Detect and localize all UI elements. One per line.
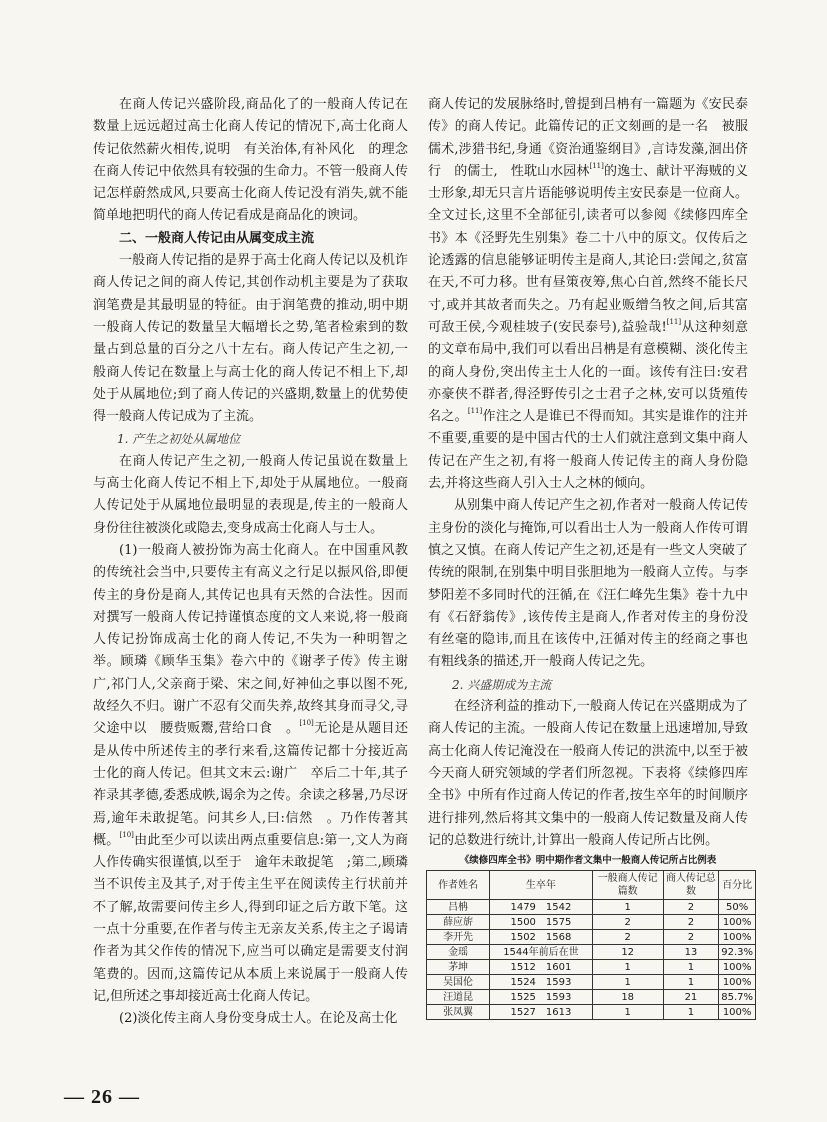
right-column	[428, 94, 753, 1020]
table-cell: 2	[592, 915, 663, 930]
table-cell: 张凤翼	[427, 1005, 490, 1020]
table-cell: 85.7%	[719, 990, 756, 1005]
table-cell: 茅坤	[427, 960, 490, 975]
table-cell: 21	[663, 990, 719, 1005]
paragraph	[428, 94, 748, 495]
citation-ref: [11]	[666, 317, 682, 326]
statistics-table	[426, 870, 756, 1020]
table-cell: 1525 1593	[490, 990, 593, 1005]
text-run: 作注之人是谁已不得而知。其实是谁作的注并不重要,重要的是中国古代的士人们就注意到文集中商人传记在产生之初,有将一般商人传记传主的商人身份隐去,并将这些商人引入士人之林的倾向。	[428, 409, 748, 492]
table-cell: 1	[663, 960, 719, 975]
column-header: 作者姓名	[427, 871, 490, 900]
table-cell: 18	[592, 990, 663, 1005]
table-cell: 1500 1575	[490, 915, 593, 930]
column-header: 一般商人传记篇数	[592, 871, 663, 900]
table-cell: 1544年前后在世	[490, 945, 593, 960]
table-cell: 1	[592, 900, 663, 915]
table-cell: 1	[663, 1005, 719, 1020]
paragraph: 一般商人传记指的是界于高士化商人传记以及机诈商人传记之间的商人传记,其创作动机主要是为了获取润笔费是其最明显的特征。由于润笔费的推动,明中期一般商人传记的数量呈大幅增长之势,笔者检索到的数量占到总量的百分之八十左右。商人传记产生之初,一般商人传记在数量上与高士化的商人传记不相上下,却处于从属地位;到了商人传记的兴盛期,数量上的优势使得一般商人传记成为了主流。	[93, 253, 408, 425]
table-cell: 92.3%	[719, 945, 756, 960]
statistics-table-block	[428, 854, 753, 1020]
paragraph: 在商人传记兴盛阶段,商品化了的一般商人传记在数量上远远超过高士化商人传记的情况下,高士化商人传记依然薪火相传,说明 有关治体,有补风化 的理念在商人传记中依然具有较强的生命力。不管一般商人传记怎样蔚然成风,只要高士化商人传记没有消失,就不能简单地把明代的商人传记看成是商品化的谀词。	[93, 97, 408, 224]
text-run: 的逸士、献计平海贼的义士形象,却无只言片语能够说明传主安民泰是一位商人。全文过长,这里不全部征引,读者可以参阅《续修四库全书》本《泾野先生别集》卷二十八中的原文。仅传后之论透露的信息能够证明传主是商人,其论曰:尝闻之,贫富在天,不可力移。世有昼策夜筹,焦心白首,然终不能长尺寸,或并其故者而失之。乃有起业贩缯刍牧之间,后其富可敌王侯,今观桂坡子(安民泰号),益验哉!	[428, 163, 748, 335]
paragraph: (2)淡化传主商人身份变身成士人。在论及高士化	[119, 1011, 398, 1027]
table-cell: 2	[663, 915, 719, 930]
table-cell: 50%	[719, 900, 756, 915]
table-row	[427, 975, 756, 990]
table-cell: 1502 1568	[490, 930, 593, 945]
column-header: 生卒年	[490, 871, 593, 900]
table-row	[427, 915, 756, 930]
table-row	[427, 990, 756, 1005]
left-column	[93, 94, 408, 1030]
subsection-heading: 2. 兴盛期成为主流	[452, 677, 552, 692]
table-row	[427, 945, 756, 960]
table-cell: 1479 1542	[490, 900, 593, 915]
table-cell: 100%	[719, 930, 756, 945]
table-cell: 2	[592, 930, 663, 945]
table-cell: 2	[663, 930, 719, 945]
table-cell: 汪道昆	[427, 990, 490, 1005]
text-run: 由此至少可以读出两点重要信息:第一,文人为商人作传确实很谨慎,以至于 逾年未敢捉笔 ;第二,顾璘当不识传主及其子,对于传主生平在阅读传主行状前并不了解,故需要问传主乡人,得到印证之后方敢下笔。这一点十分重要,在作者与传主无亲友关系,传主之子谒请作者为其父作传的情况下,应当可以确定是需要支付润笔费的。因而,这篇传记从本质上来说属于一般商人传记,但所述之事却接近高士化商人传记。	[93, 832, 408, 1004]
table-cell: 1	[663, 975, 719, 990]
table-caption: 《续修四库全书》明中期作者文集中一般商人传记所占比例表	[459, 855, 717, 867]
page-number: — 26 —	[64, 1086, 140, 1108]
text-run: (1)一般商人被扮饰为高士化商人。在中国重风教的传统社会当中,只要传主有高义之行足以振风俗,即便传主的身份是商人,其传记也具有天然的合法性。因而对撰写一般商人传记持谨慎态度的文人来说,将一般商人传记扮饰成高士化的商人传记,不失为一种明智之举。顾璘《顾华玉集》卷六中的《谢孝子传》传主谢广,祁门人,父亲商于梁、宋之间,好神仙之事以图不死,故经久不归。谢广不忍有父而失养,故终其身而寻父,寻父途中以 腰赀贩鬻,营给口食 。	[93, 542, 408, 737]
table-cell: 薛应旂	[427, 915, 490, 930]
table-cell: 吴国伦	[427, 975, 490, 990]
column-header: 百分比	[719, 871, 756, 900]
text-run: 从这种刻意的文章布局中,我们可以看出吕柟是有意模糊、淡化传主的商人身份,突出传主士人化的一面。该传有注曰:安君亦豪侠不群者,得泾野传引之士君子之林,安可以货殖传名之。	[428, 319, 748, 425]
table-row	[427, 900, 756, 915]
table-cell: 100%	[719, 960, 756, 975]
paragraph: 从别集中商人传记产生之初,作者对一般商人传记传主身份的淡化与掩饰,可以看出士人为一般商人作传可谓慎之又慎。在商人传记产生之初,还是有一些文人突破了传统的限制,在别集中明目张胆地为一般商人立传。与李梦阳差不多同时代的汪循,在《汪仁峰先生集》卷十九中有《石舒翁传》,该传传主是商人,作者对传主的身份没有丝毫的隐讳,而且在该传中,汪循对传主的经商之事也有粗线条的描述,开一般商人传记之先。	[428, 498, 748, 670]
table-header-row	[427, 871, 756, 900]
table-cell: 1512 1601	[490, 960, 593, 975]
citation-ref: [11]	[467, 407, 483, 416]
text-run: 无论是从题目还是从传中所述传主的孝行来看,这篇传记都十分接近高士化的商人传记。但其文末云:谢广 卒后二十年,其子祚录其孝德,委悉成帙,谒余为之传。余读之移暑,乃尽讶焉,逾年未敢捉笔。问其乡人,曰:信然 。乃作传著其概。	[93, 721, 408, 848]
table-cell: 12	[592, 945, 663, 960]
table-cell: 1527 1613	[490, 1005, 593, 1020]
table-cell: 金瑶	[427, 945, 490, 960]
table-cell: 李开先	[427, 930, 490, 945]
column-header: 商人传记总数	[663, 871, 719, 900]
section-heading: 二、一般商人传记由从属变成主流	[119, 230, 315, 246]
paragraph	[93, 540, 408, 1008]
table-cell: 100%	[719, 975, 756, 990]
table-cell: 13	[663, 945, 719, 960]
table-row	[427, 960, 756, 975]
table-cell: 1	[592, 960, 663, 975]
paragraph: 在经济利益的推动下,一般商人传记在兴盛期成为了商人传记的主流。一般商人传记在数量上迅速增加,导致高士化商人传记淹没在一般商人传记的洪流中,以至于被今天商人研究领域的学者们所忽视。下表将《续修四库全书》中所有作过商人传记的作者,按生卒年的时间顺序进行排列,然后将其文集中的一般商人传记数量及商人传记的总数进行统计,计算出一般商人传记所占比例。	[428, 699, 748, 848]
text-run: 商人传记的发展脉络时,曾提到吕柟有一篇题为《安民泰传》的商人传记。此篇传记的正文刻画的是一名 被服儒术,涉猎书纪,身通《资治通鉴纲目》,言诗发藻,洄出侪行 的儒士, 性耽山水园林	[428, 97, 748, 179]
table-cell: 2	[663, 900, 719, 915]
paragraph: 在商人传记产生之初,一般商人传记虽说在数量上与高士化商人传记不相上下,却处于从属地位。一般商人传记处于从属地位最明显的表现是,传主的一般商人身份往往被淡化或隐去,变身成高士化商人与士人。	[93, 453, 408, 536]
table-cell: 1	[592, 975, 663, 990]
citation-ref: [11]	[589, 161, 604, 170]
citation-ref: [10]	[119, 830, 134, 839]
table-cell: 吕柟	[427, 900, 490, 915]
citation-ref: [10]	[299, 719, 314, 728]
table-row	[427, 1005, 756, 1020]
table-cell: 100%	[719, 1005, 756, 1020]
table-row	[427, 930, 756, 945]
table-cell: 1524 1593	[490, 975, 593, 990]
subsection-heading: 1. 产生之初处从属地位	[117, 432, 241, 447]
table-cell: 100%	[719, 915, 756, 930]
table-cell: 1	[592, 1005, 663, 1020]
